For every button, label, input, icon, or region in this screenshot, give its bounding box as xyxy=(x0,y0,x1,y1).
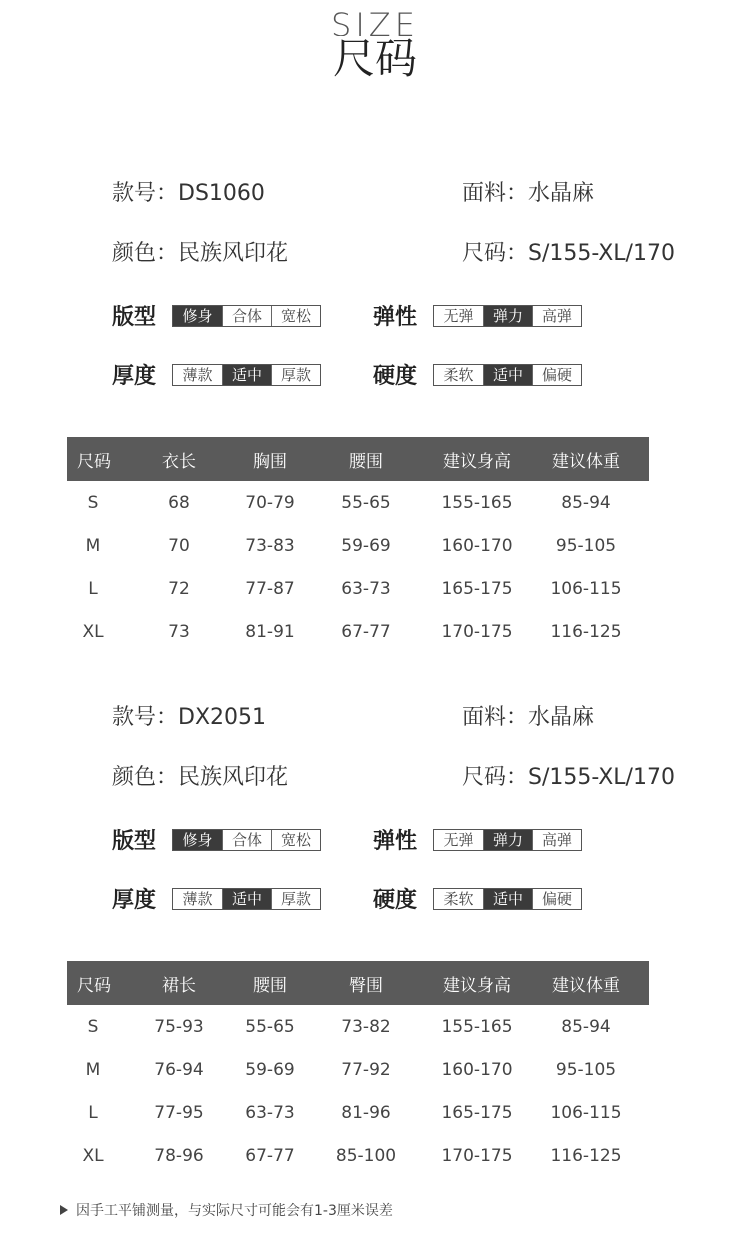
table-cell: 155-165 xyxy=(441,1016,513,1037)
rating-label: 硬度 xyxy=(373,364,418,389)
table-header xyxy=(67,961,649,1005)
column-header: 建议身高 xyxy=(443,975,511,996)
rating-option: 偏硬 xyxy=(532,365,581,385)
table-cell: 85-100 xyxy=(335,1145,397,1166)
table-row xyxy=(67,1005,649,1048)
column-header: 建议体重 xyxy=(552,975,620,996)
rating-options xyxy=(172,829,321,851)
table-cell: S xyxy=(87,1016,99,1037)
rating-option-selected: 适中 xyxy=(222,889,271,909)
rating-options xyxy=(433,829,582,851)
rating-options xyxy=(433,305,582,327)
table-row xyxy=(67,1134,649,1177)
rating-option: 无弹 xyxy=(443,306,474,325)
table-row xyxy=(67,1048,649,1091)
table-cell: 63-73 xyxy=(245,1102,295,1123)
table-cell: L xyxy=(88,578,98,599)
rating-option: 高弹 xyxy=(532,306,581,326)
table-cell: 77-87 xyxy=(245,578,295,599)
rating-fit xyxy=(112,300,321,331)
column-header: 建议身高 xyxy=(443,451,511,472)
rating-option: 无弹 xyxy=(443,830,474,849)
rating-thickness xyxy=(112,359,321,390)
rating-option: 薄款 xyxy=(182,889,213,908)
table-cell: 76-94 xyxy=(154,1059,204,1080)
style-label: 款号： xyxy=(112,181,179,206)
table-cell: 73 xyxy=(168,621,190,642)
size-label: 尺码： xyxy=(462,765,529,790)
fabric-value: 水晶麻 xyxy=(528,705,595,730)
measurement-note xyxy=(60,1200,393,1220)
column-header: 腰围 xyxy=(253,975,287,996)
rating-hardness xyxy=(373,359,582,390)
table-cell: 63-73 xyxy=(341,578,391,599)
table-cell: 70-79 xyxy=(245,492,295,513)
table-cell: 59-69 xyxy=(245,1059,295,1080)
rating-option-selected: 适中 xyxy=(222,365,271,385)
rating-thickness xyxy=(112,883,321,914)
column-header: 建议体重 xyxy=(552,451,620,472)
table-cell: 170-175 xyxy=(441,1145,513,1166)
table-cell: 160-170 xyxy=(441,1059,513,1080)
rating-option-selected: 适中 xyxy=(483,365,532,385)
column-header: 胸围 xyxy=(253,451,287,472)
fabric xyxy=(462,176,594,207)
column-header: 腰围 xyxy=(349,451,383,472)
table-cell: 106-115 xyxy=(550,1102,622,1123)
page-header xyxy=(0,8,750,84)
table-cell: 72 xyxy=(168,578,190,599)
measurement-note-text: 因手工平铺测量，与实际尺寸可能会有1-3厘米误差 xyxy=(76,1203,393,1219)
column-header: 裙长 xyxy=(162,975,196,996)
table-cell: 95-105 xyxy=(555,1059,617,1080)
rating-hardness xyxy=(373,883,582,914)
column-header: 衣长 xyxy=(162,451,196,472)
table-cell: 106-115 xyxy=(550,578,622,599)
rating-option: 柔软 xyxy=(443,365,474,384)
table-cell: 67-77 xyxy=(341,621,391,642)
table-cell: 85-94 xyxy=(561,1016,611,1037)
table-cell: 116-125 xyxy=(550,1145,622,1166)
rating-option: 柔软 xyxy=(443,889,474,908)
table-cell: 73-82 xyxy=(341,1016,391,1037)
rating-option-selected: 适中 xyxy=(483,889,532,909)
table-header xyxy=(67,437,649,481)
rating-option: 厚款 xyxy=(271,889,320,909)
table-row xyxy=(67,1091,649,1134)
table-cell: 78-96 xyxy=(154,1145,204,1166)
table-cell: 75-93 xyxy=(154,1016,204,1037)
table-cell: 55-65 xyxy=(245,1016,295,1037)
color xyxy=(112,236,288,267)
table-cell: 55-65 xyxy=(341,492,391,513)
table-cell: 85-94 xyxy=(561,492,611,513)
rating-label: 厚度 xyxy=(112,364,157,389)
rating-elasticity xyxy=(373,824,582,855)
rating-label: 版型 xyxy=(112,829,157,854)
rating-options xyxy=(172,888,321,910)
table-cell: 95-105 xyxy=(555,535,617,556)
size-label: 尺码： xyxy=(462,241,529,266)
color-value: 民族风印花 xyxy=(178,765,289,790)
table-cell: 77-92 xyxy=(341,1059,391,1080)
table-cell: 170-175 xyxy=(441,621,513,642)
rating-option: 合体 xyxy=(222,830,271,850)
rating-options xyxy=(172,305,321,327)
style-number xyxy=(112,176,265,207)
rating-option-selected: 修身 xyxy=(173,306,222,326)
table-cell: L xyxy=(88,1102,98,1123)
table-cell: 59-69 xyxy=(341,535,391,556)
table-cell: 68 xyxy=(168,492,190,513)
rating-fit xyxy=(112,824,321,855)
rating-label: 版型 xyxy=(112,305,157,330)
table-row xyxy=(67,610,649,653)
table-row xyxy=(67,481,649,524)
rating-option: 薄款 xyxy=(182,365,213,384)
rating-option: 高弹 xyxy=(532,830,581,850)
size-range xyxy=(462,236,675,267)
rating-option: 宽松 xyxy=(271,830,320,850)
color xyxy=(112,760,288,791)
table-cell: 67-77 xyxy=(245,1145,295,1166)
table-cell: 160-170 xyxy=(441,535,513,556)
size-value: S/155-XL/170 xyxy=(528,765,675,790)
fabric-label: 面料： xyxy=(462,705,529,730)
rating-option-selected: 修身 xyxy=(173,830,222,850)
table-cell: 155-165 xyxy=(441,492,513,513)
rating-label: 弹性 xyxy=(373,829,418,854)
fabric-label: 面料： xyxy=(462,181,529,206)
column-header: 尺码 xyxy=(77,975,111,996)
rating-option: 偏硬 xyxy=(532,889,581,909)
table-cell: M xyxy=(85,1059,101,1080)
fabric xyxy=(462,700,594,731)
table-cell: 81-91 xyxy=(245,621,295,642)
size-range xyxy=(462,760,675,791)
rating-option-selected: 弹力 xyxy=(483,830,532,850)
size-table xyxy=(67,437,649,653)
table-cell: XL xyxy=(82,1145,104,1166)
rating-options xyxy=(433,888,582,910)
table-row xyxy=(67,567,649,610)
style-label: 款号： xyxy=(112,705,179,730)
size-title-en: SIZE xyxy=(331,8,419,36)
table-cell: 165-175 xyxy=(441,1102,513,1123)
rating-option-selected: 弹力 xyxy=(483,306,532,326)
table-cell: M xyxy=(85,535,101,556)
rating-options xyxy=(172,364,321,386)
color-value: 民族风印花 xyxy=(178,241,289,266)
rating-option: 厚款 xyxy=(271,365,320,385)
style-number xyxy=(112,700,266,731)
fabric-value: 水晶麻 xyxy=(528,181,595,206)
rating-label: 弹性 xyxy=(373,305,418,330)
rating-option: 宽松 xyxy=(271,306,320,326)
color-label: 颜色： xyxy=(112,241,179,266)
size-table xyxy=(67,961,649,1177)
column-header: 臀围 xyxy=(349,975,383,996)
table-cell: 77-95 xyxy=(154,1102,204,1123)
table-cell: 165-175 xyxy=(441,578,513,599)
rating-elasticity xyxy=(373,300,582,331)
style-value: DX2051 xyxy=(178,705,267,730)
color-label: 颜色： xyxy=(112,765,179,790)
column-header: 尺码 xyxy=(77,451,111,472)
table-row xyxy=(67,524,649,567)
size-title-cn: 尺码 xyxy=(332,34,417,83)
rating-option: 合体 xyxy=(222,306,271,326)
rating-options xyxy=(433,364,582,386)
rating-label: 硬度 xyxy=(373,888,418,913)
style-value: DS1060 xyxy=(178,181,265,206)
triangle-bullet-icon xyxy=(60,1205,68,1215)
rating-label: 厚度 xyxy=(112,888,157,913)
table-cell: 116-125 xyxy=(550,621,622,642)
table-cell: 73-83 xyxy=(245,535,295,556)
table-cell: XL xyxy=(82,621,104,642)
table-cell: 81-96 xyxy=(341,1102,391,1123)
table-cell: S xyxy=(87,492,99,513)
size-value: S/155-XL/170 xyxy=(528,241,675,266)
table-cell: 70 xyxy=(168,535,190,556)
